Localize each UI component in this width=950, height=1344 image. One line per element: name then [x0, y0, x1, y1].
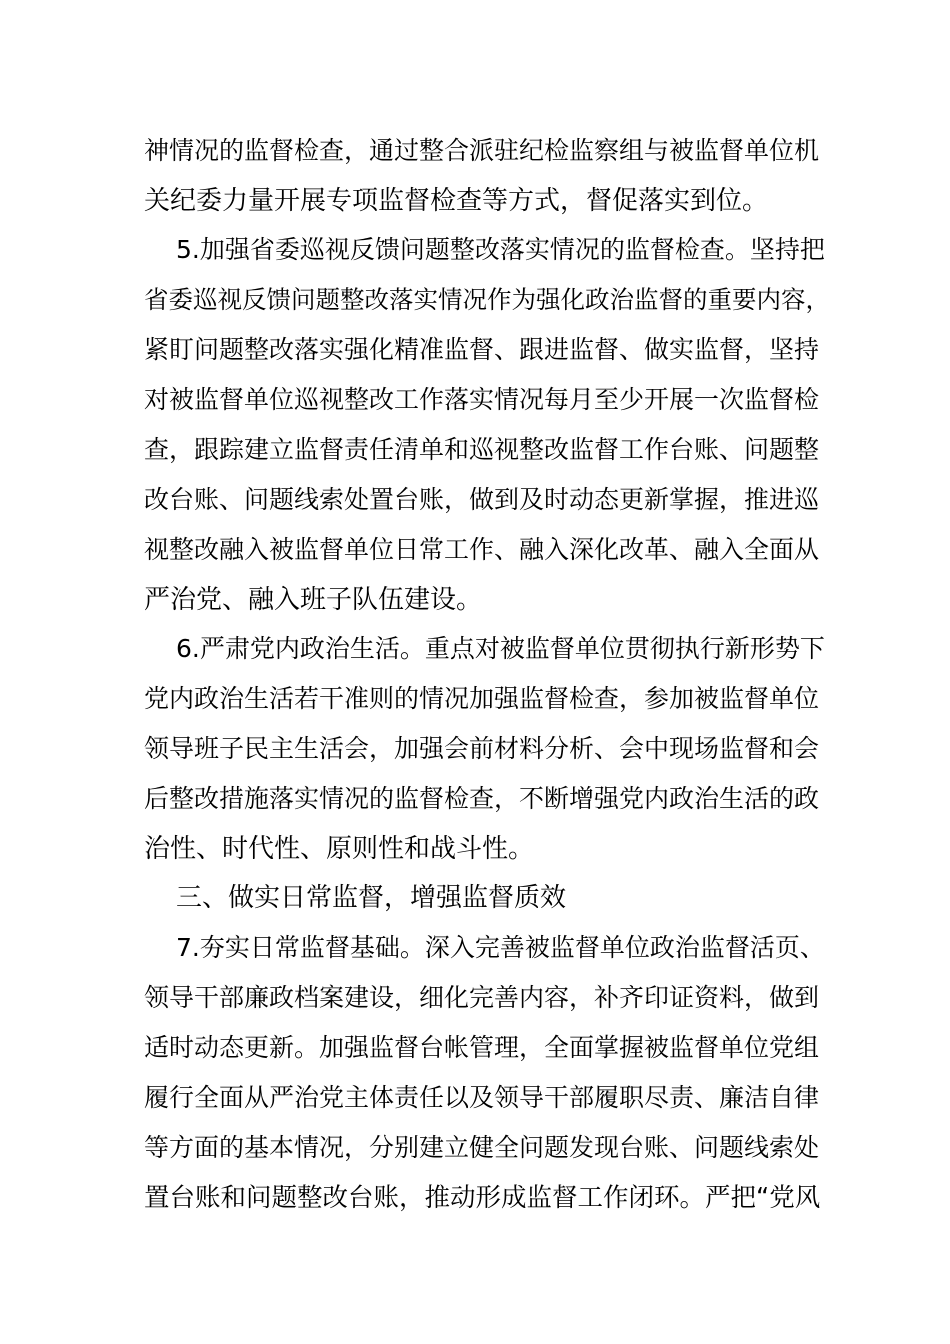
text-line: 严治党、融入班子队伍建设。 [144, 585, 483, 615]
text-line: 后整改措施落实情况的监督检查，不断增强党内政治生活的政 [144, 784, 820, 813]
paragraph-6-start: 6.严肃党内政治生活。重点对被监督单位贯彻执行新形势下 [176, 634, 825, 663]
text-line: 领导干部廉政档案建设，细化完善内容，补齐印证资料，做到 [144, 983, 820, 1012]
text-line: 治性、时代性、原则性和战斗性。 [144, 834, 535, 864]
text-line: 置台账和问题整改台账，推动形成监督工作闭环。严把“党风 [144, 1183, 821, 1213]
text-line: 适时动态更新。加强监督台帐管理，全面掌握被监督单位党组 [144, 1033, 820, 1062]
text-line: 查，跟踪建立监督责任清单和巡视整改监督工作台账、问题整 [144, 435, 820, 464]
text-line: 党内政治生活若干准则的情况加强监督检查，参加被监督单位 [144, 684, 820, 713]
text-line: 改台账、问题线索处置台账，做到及时动态更新掌握，推进巡 [144, 485, 820, 514]
text-line: 省委巡视反馈问题整改落实情况作为强化政治监督的重要内容， [144, 285, 830, 314]
section-heading: 三、做实日常监督，增强监督质效 [176, 883, 567, 913]
text-line: 视整改融入被监督单位日常工作、融入深化改革、融入全面从 [144, 535, 820, 564]
text-line: 履行全面从严治党主体责任以及领导干部履职尽责、廉洁自律 [144, 1083, 820, 1112]
text-line: 紧盯问题整改落实强化精准监督、跟进监督、做实监督，坚持 [144, 335, 820, 364]
text-line: 领导班子民主生活会，加强会前材料分析、会中现场监督和会 [144, 734, 820, 763]
text-line: 关纪委力量开展专项监督检查等方式，督促落实到位。 [144, 186, 769, 216]
text-line: 神情况的监督检查，通过整合派驻纪检监察组与被监督单位机 [144, 136, 820, 165]
paragraph-7-start: 7.夯实日常监督基础。深入完善被监督单位政治监督活页、 [176, 933, 825, 962]
text-line: 等方面的基本情况，分别建立健全问题发现台账、问题线索处 [144, 1133, 820, 1162]
text-line: 对被监督单位巡视整改工作落实情况每月至少开展一次监督检 [144, 385, 820, 414]
paragraph-5-start: 5.加强省委巡视反馈问题整改落实情况的监督检查。坚持把 [176, 235, 825, 264]
